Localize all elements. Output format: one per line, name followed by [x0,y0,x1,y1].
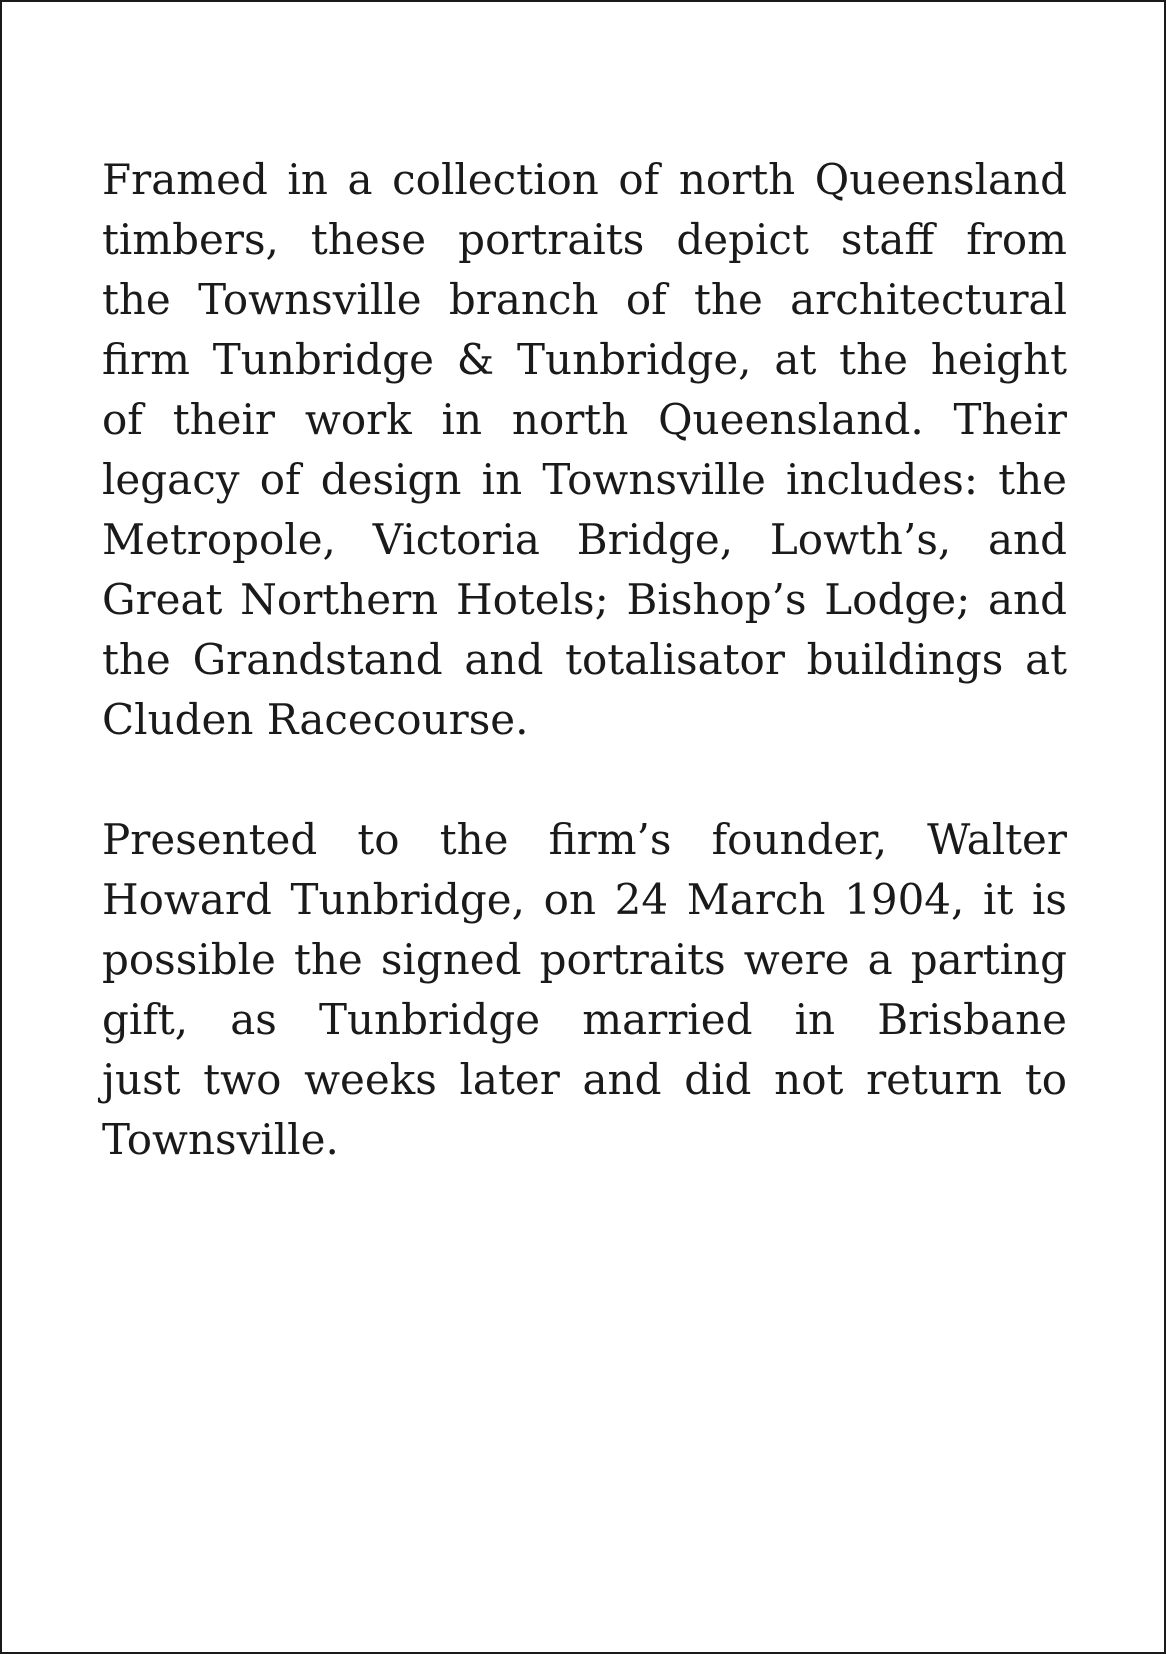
text-line: Cluden Racecourse. [102,695,529,744]
text-line: Townsville. [102,1115,339,1164]
paragraph-1 [102,150,1067,750]
text-line: just two weeks later and did not return to [102,1055,1067,1104]
text-line: the Grandstand and totalisator buildings at [102,635,1067,684]
text-line: Presented to the firm’s founder, Walter [102,815,1067,864]
text-line: Howard Tunbridge, on 24 March 1904, it is [102,875,1067,924]
text-line: Framed in a collection of north Queensland [102,155,1067,204]
paragraph-2 [102,810,1067,1170]
text-line: firm Tunbridge & Tunbridge, at the height [102,335,1067,384]
text-line: possible the signed portraits were a parting [102,935,1067,984]
text-block [102,150,1067,1170]
text-line: Great Northern Hotels; Bishop’s Lodge; and [102,575,1067,624]
text-line: the Townsville branch of the architectural [102,275,1067,324]
text-line: gift, as Tunbridge married in Brisbane [102,995,1067,1044]
text-line: timbers, these portraits depict staff from [102,215,1067,264]
text-line: Metropole, Victoria Bridge, Lowth’s, and [102,515,1067,564]
text-line: of their work in north Queensland. Their [102,395,1067,444]
text-line: legacy of design in Townsville includes: the [102,455,1067,504]
